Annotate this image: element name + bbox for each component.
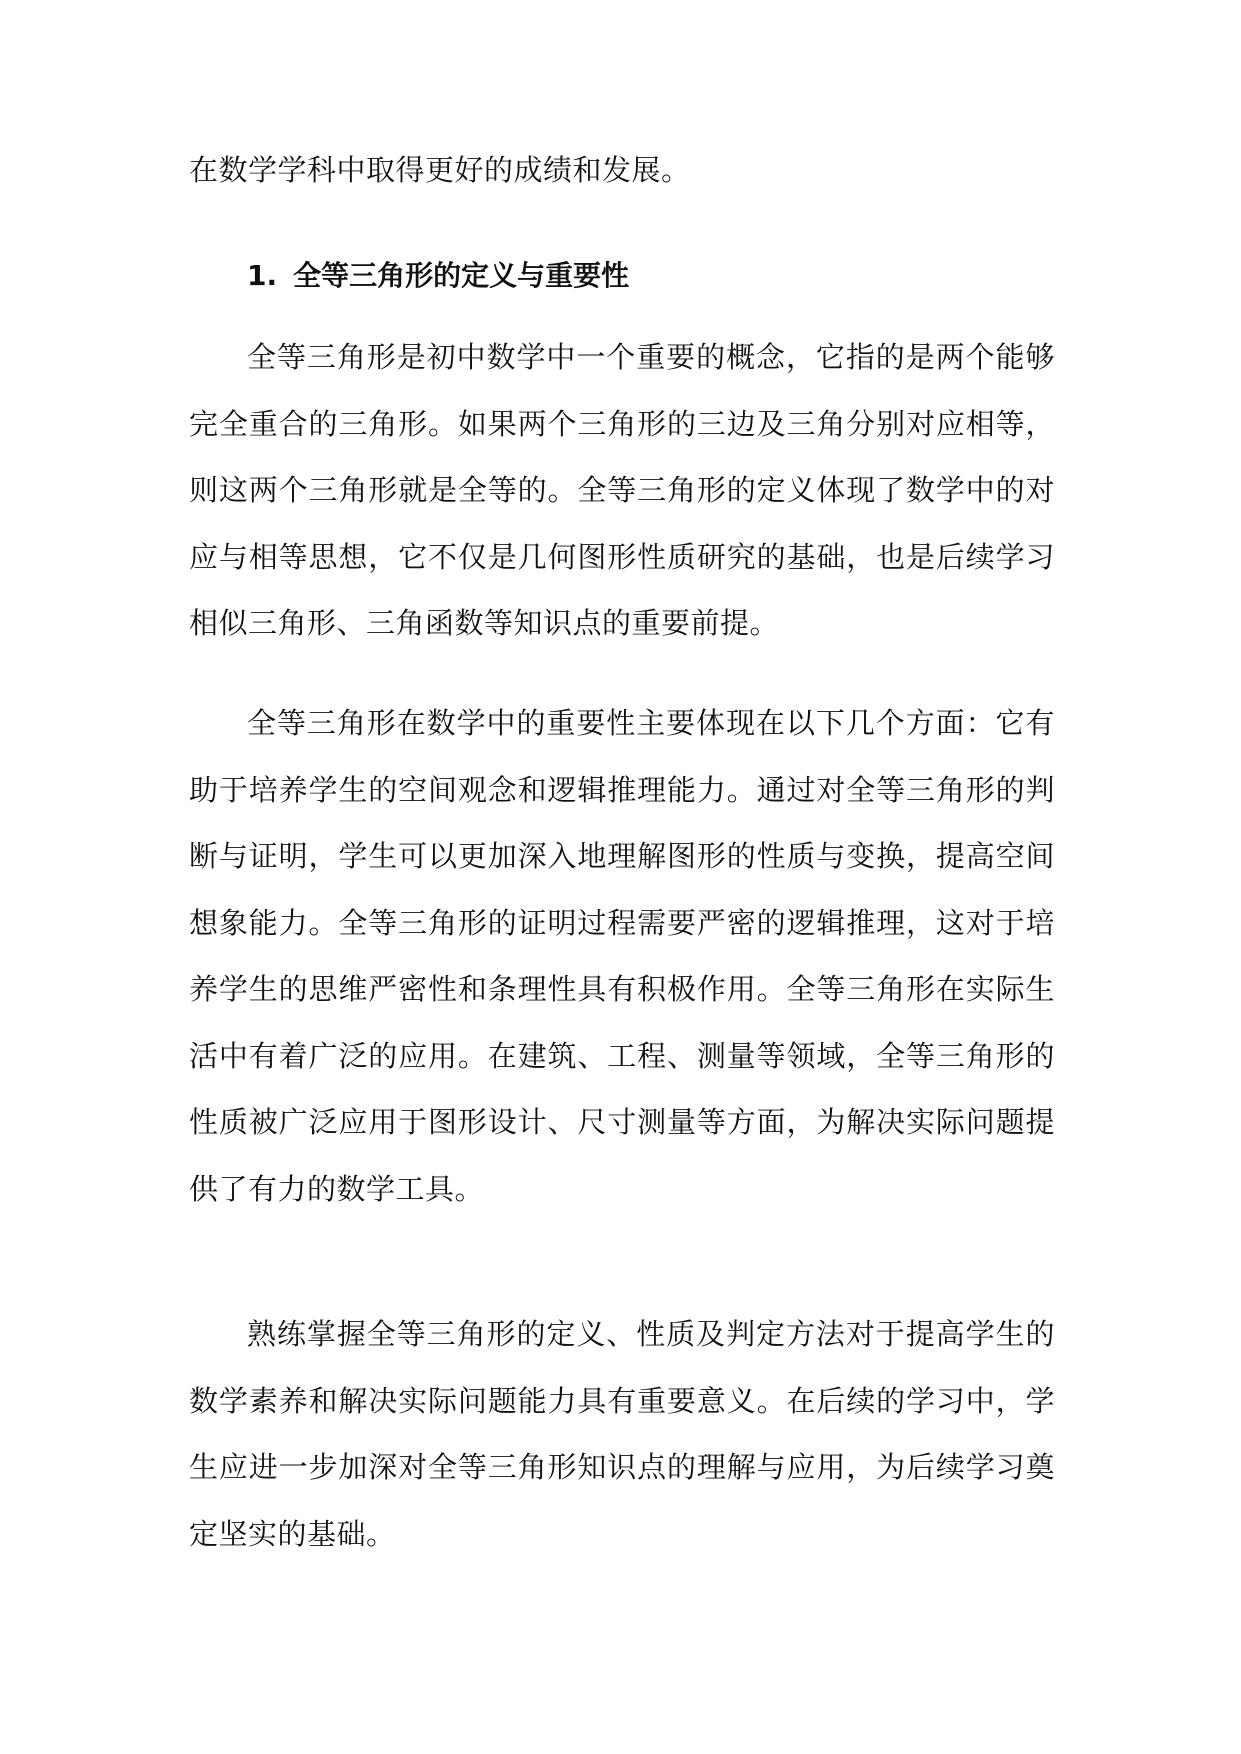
body-paragraph-importance: 全等三角形在数学中的重要性主要体现在以下几个方面：它有助于培养学生的空间观念和逻辑推理能力。通过对全等三角形的判断与证明，学生可以更加深入地理解图形的性质与变换，提高空间想象能力。全等三角形的证明过程需要严密的逻辑推理，这对于培养学生的思维严密性和条理性具有积极作用。全等三角形在实际生活中有着广泛的应用。在建筑、工程、测量等领域，全等三角形的性质被广泛应用于图形设计、尺寸测量等方面，为解决实际问题提供了有力的数学工具。 [189,706,1055,1206]
body-paragraph-mastery: 熟练掌握全等三角形的定义、性质及判定方法对于提高学生的数学素养和解决实际问题能力具有重要意义。在后续的学习中，学生应进一步加深对全等三角形知识点的理解与应用，为后续学习奠定坚实的基础。 [189,1317,1055,1551]
section-number: 1. [247,259,278,292]
body-paragraph-definition: 全等三角形是初中数学中一个重要的概念，它指的是两个能够完全重合的三角形。如果两个三角形的三边及三角分别对应相等，则这两个三角形就是全等的。全等三角形的定义体现了数学中的对应与相等思想，它不仅是几何图形性质研究的基础，也是后续学习相似三角形、三角函数等知识点的重要前提。 [189,340,1055,640]
continuation-paragraph: 在数学学科中取得更好的成绩和发展。 [189,153,691,187]
section-heading [247,256,629,296]
section-title: 全等三角形的定义与重要性 [293,259,630,292]
